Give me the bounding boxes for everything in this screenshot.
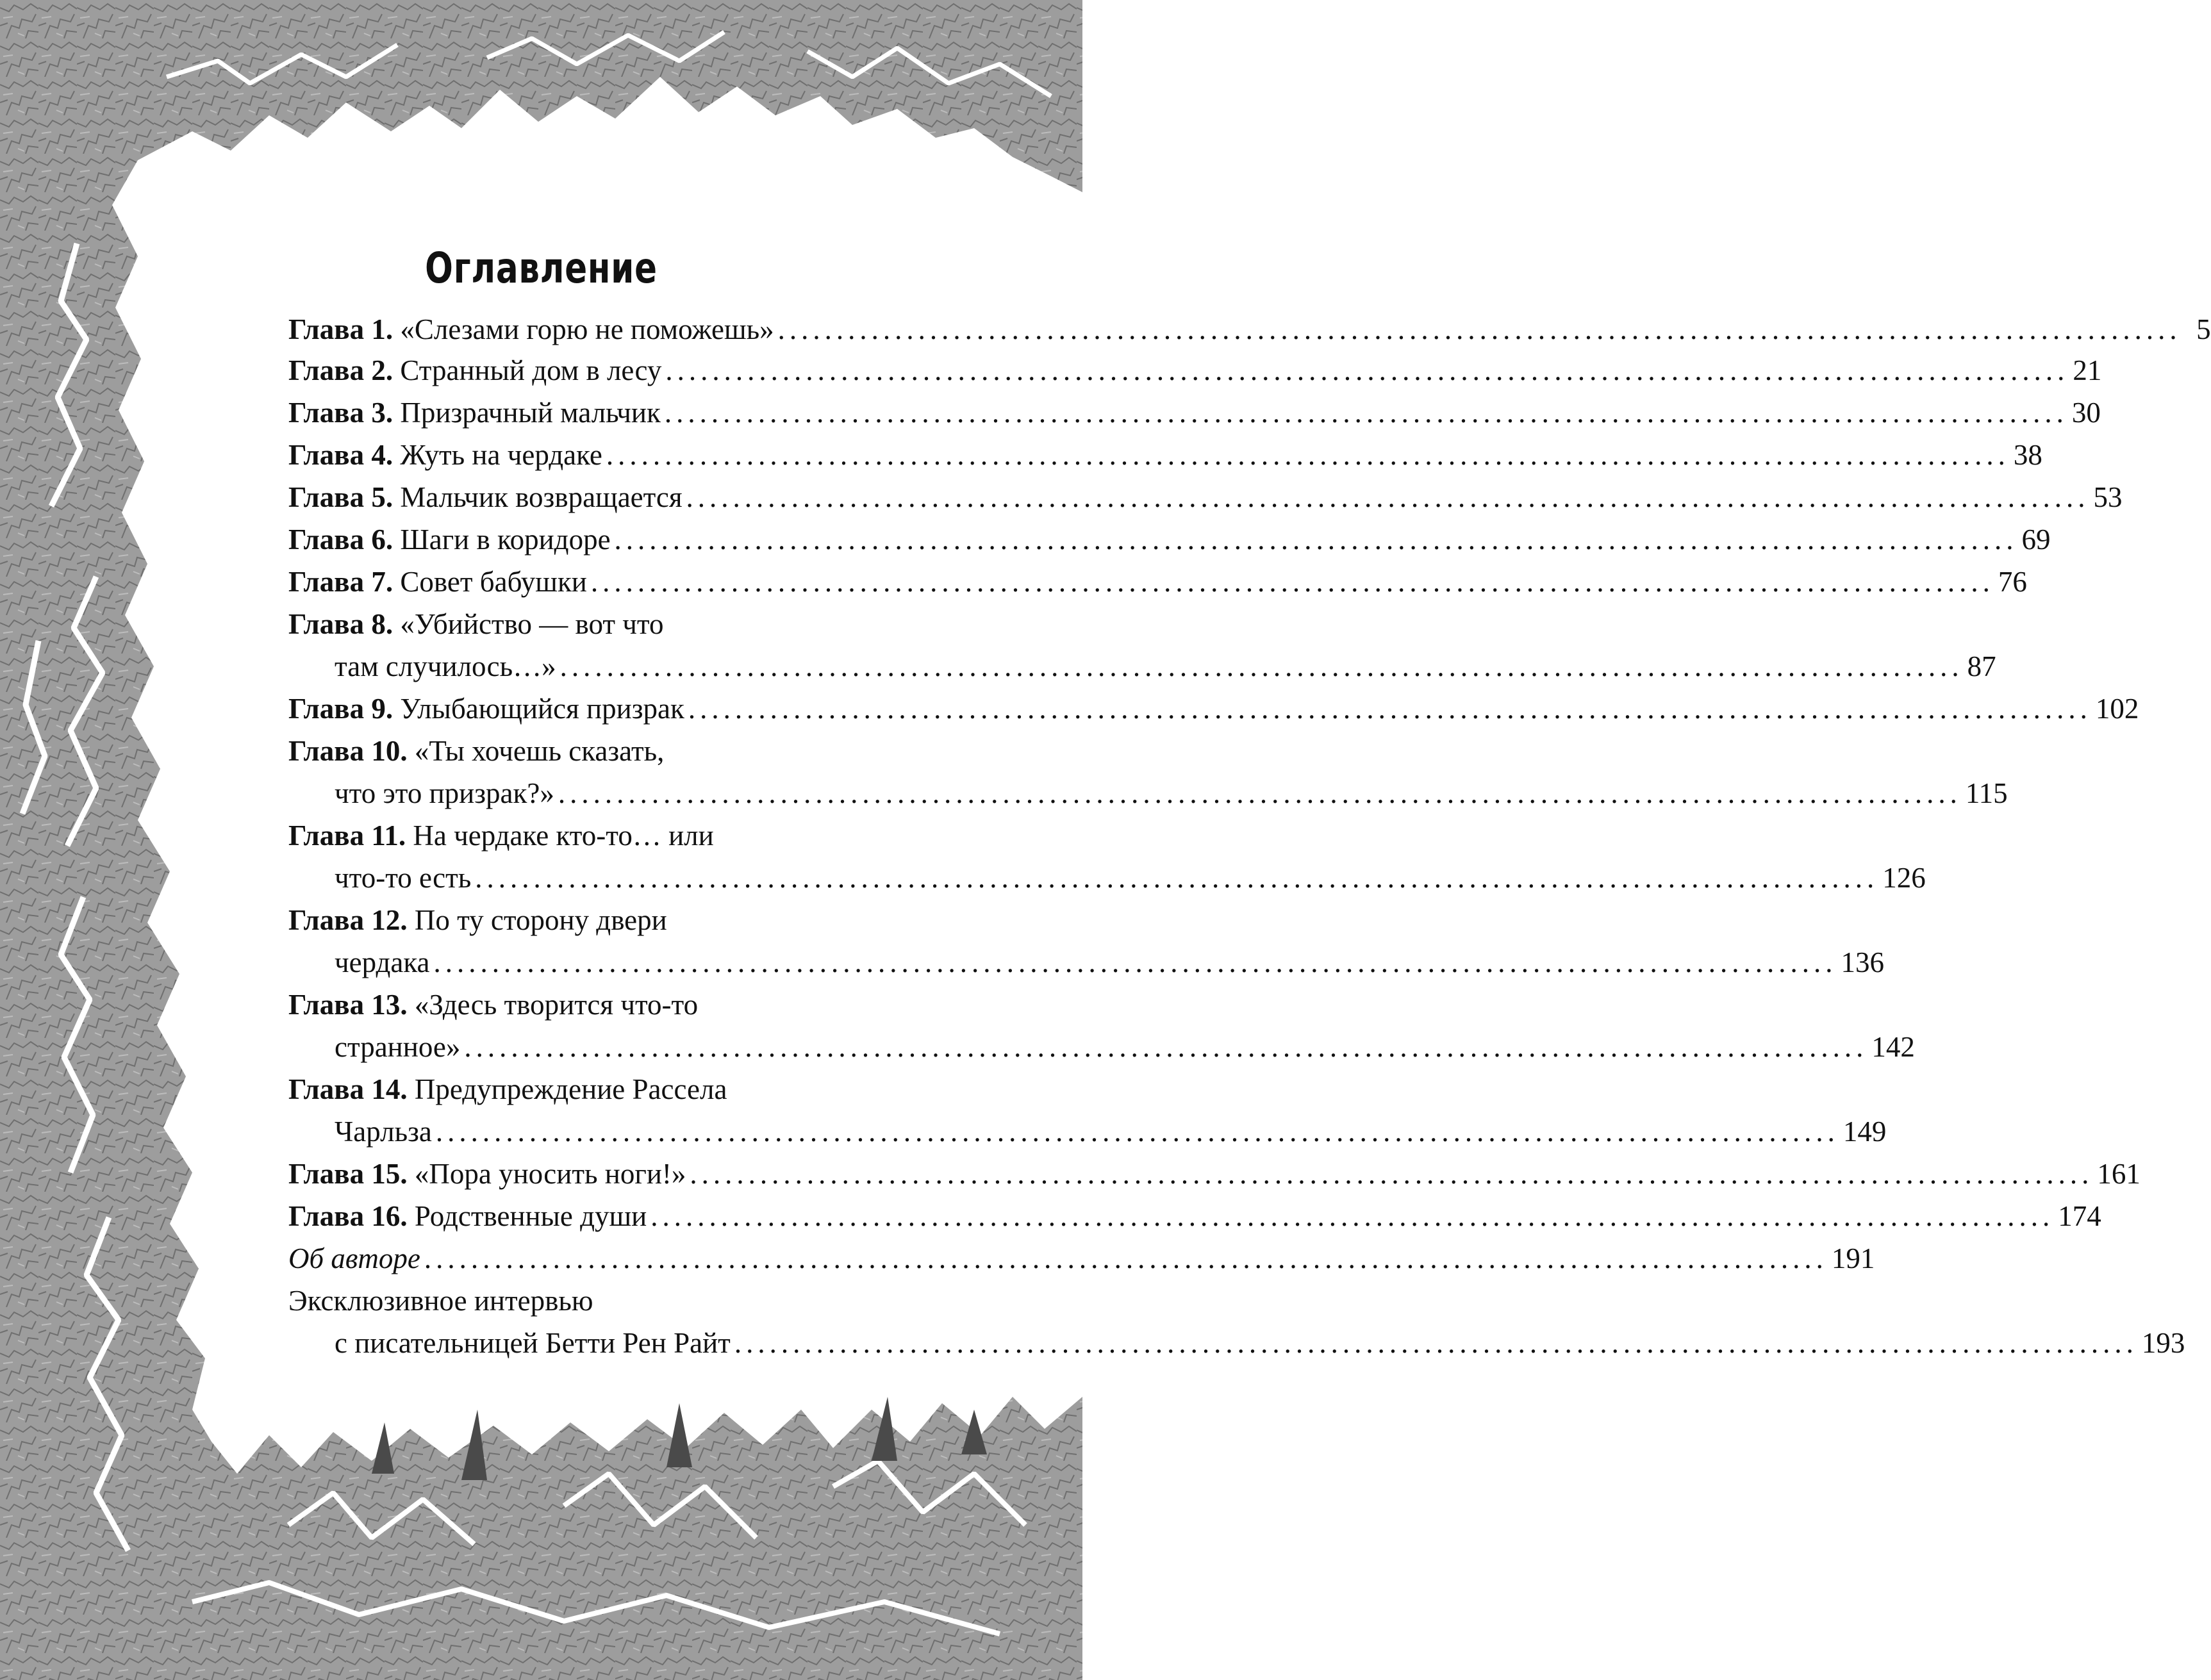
page-number: 174: [2058, 1200, 2101, 1232]
dot-leader: ........................................................................................................................: [558, 777, 1962, 809]
dot-leader: ........................................................................................................................: [688, 693, 2092, 725]
chapter-title: По ту сторону двери: [414, 904, 667, 936]
page-number: 38: [2013, 439, 2042, 471]
page-number: 102: [2095, 693, 2139, 725]
toc-entry: [288, 819, 945, 861]
chapter-label: Глава 4.: [288, 439, 393, 471]
dot-leader: ........................................................................................................................: [435, 1116, 1839, 1148]
chapter-label: Глава 3.: [288, 397, 393, 429]
chapter-label: Глава 13.: [288, 989, 408, 1021]
dot-leader: ........................................................................................................................: [606, 439, 2010, 471]
dot-leader: ........................................................................................................................: [590, 566, 1994, 598]
chapter-label: Глава 15.: [288, 1158, 408, 1190]
toc-entry-continuation: [288, 777, 2008, 819]
chapter-label: Глава 8.: [288, 608, 393, 640]
toc-entry: [288, 988, 945, 1030]
chapter-label: Глава 6.: [288, 523, 393, 556]
chapter-title: «Слезами горю не поможешь»: [400, 313, 774, 345]
dot-leader: ........................................................................................................................: [464, 1031, 1868, 1063]
chapter-label: Глава 10.: [288, 735, 408, 767]
toc-entry-continuation: [288, 1326, 2185, 1369]
chapter-title: Эксклюзивное интервью: [288, 1285, 593, 1317]
page-number: 136: [1841, 946, 1885, 978]
page-number: 191: [1831, 1242, 1875, 1274]
dot-leader: ........................................................................................................................: [433, 946, 1837, 978]
chapter-title-continued: Чарльза: [335, 1116, 432, 1148]
dot-leader: ........................................................................................................................: [475, 862, 1879, 894]
toc-entry: [288, 692, 2139, 734]
page-number: 53: [2093, 481, 2123, 513]
page-number: 149: [1843, 1116, 1887, 1148]
chapter-title-continued: что это призрак?»: [335, 777, 554, 809]
table-of-contents: [288, 313, 2211, 1369]
chapter-label: Глава 1.: [288, 313, 393, 345]
toc-entry: [288, 565, 2027, 607]
dot-leader: ........................................................................................................................: [734, 1327, 2138, 1359]
chapter-title: Жуть на чердаке: [400, 439, 602, 471]
chapter-title: Призрачный мальчик: [400, 397, 661, 429]
chapter-title: Совет бабушки: [400, 566, 587, 598]
page-number: 76: [1998, 566, 2027, 598]
chapter-title: Родственные души: [414, 1200, 647, 1232]
chapter-title: Об авторе: [288, 1242, 420, 1274]
page-number: 69: [2021, 523, 2051, 556]
toc-entry: [288, 1073, 945, 1115]
toc-entry: [288, 523, 2051, 565]
chapter-label: Глава 12.: [288, 904, 408, 936]
toc-entry: [288, 734, 945, 777]
toc-entry: [288, 903, 945, 946]
toc-entry: [288, 438, 2042, 481]
dot-leader: ........................................................................................................................: [614, 523, 2018, 556]
page-number: 87: [1967, 650, 1996, 682]
dot-leader: ........................................................................................................................: [664, 397, 2068, 429]
toc-entry-continuation: [288, 1030, 1915, 1073]
toc-entry: [288, 1157, 2141, 1199]
chapter-title-continued: там случилось…»: [335, 650, 556, 682]
chapter-label: Глава 16.: [288, 1200, 408, 1232]
page-number: 21: [2073, 354, 2102, 386]
chapter-label: Глава 7.: [288, 566, 393, 598]
toc-entry-continuation: [288, 861, 1926, 903]
chapter-title-continued: странное»: [335, 1031, 461, 1063]
dot-leader: ........................................................................................................................: [686, 481, 2090, 513]
toc-entry: [288, 354, 2102, 396]
toc-entry: [288, 396, 2101, 438]
chapter-title: Шаги в коридоре: [400, 523, 611, 556]
page-number: 142: [1871, 1031, 1915, 1063]
toc-entry: [288, 607, 945, 650]
chapter-title: «Убийство — вот что: [400, 608, 664, 640]
chapter-title: «Здесь творится что-то: [414, 989, 699, 1021]
page-number: 5: [2196, 313, 2211, 345]
dot-leader: ........................................................................................................................: [665, 354, 2069, 386]
chapter-title: Предупреждение Рассела: [414, 1073, 727, 1105]
page-number: 115: [1965, 777, 2008, 809]
chapter-label: Глава 14.: [288, 1073, 408, 1105]
chapter-title: На чердаке кто-то… или: [413, 819, 714, 852]
chapter-title: «Пора уносить ноги!»: [414, 1158, 686, 1190]
page-number: 161: [2097, 1158, 2141, 1190]
chapter-label: Глава 5.: [288, 481, 393, 513]
toc-entry: [288, 1242, 1875, 1284]
dot-leader: ........................................................................................................................: [650, 1200, 2055, 1232]
toc-entry-continuation: [288, 946, 1885, 988]
toc-entry: [288, 1284, 945, 1326]
page-number: 193: [2141, 1327, 2185, 1359]
dot-leader: ........................................................................................................................: [777, 313, 2182, 345]
chapter-title-continued: чердака: [335, 946, 430, 978]
chapter-title: Странный дом в лесу: [400, 354, 662, 386]
chapter-label: Глава 2.: [288, 354, 393, 386]
chapter-label: Глава 11.: [288, 819, 406, 852]
page-number: 126: [1882, 862, 1926, 894]
toc-entry: [288, 481, 2123, 523]
toc-entry-continuation: [288, 1115, 1887, 1157]
dot-leader: ........................................................................................................................: [690, 1158, 2094, 1190]
chapter-title-continued: с писательницей Бетти Рен Райт: [335, 1327, 731, 1359]
chapter-title: «Ты хочешь сказать,: [414, 735, 665, 767]
chapter-label: Глава 9.: [288, 693, 393, 725]
page-number: 30: [2071, 397, 2101, 429]
toc-entry: [288, 1199, 2101, 1242]
toc-entry-continuation: [288, 650, 1996, 692]
chapter-title-continued: что-то есть: [335, 862, 472, 894]
chapter-title: Мальчик возвращается: [400, 481, 683, 513]
dot-leader: ........................................................................................................................: [424, 1242, 1828, 1274]
page-title: Оглавление: [425, 243, 658, 293]
dot-leader: ........................................................................................................................: [559, 650, 1964, 682]
toc-entry: [288, 313, 2211, 354]
chapter-title: Улыбающийся призрак: [400, 693, 684, 725]
